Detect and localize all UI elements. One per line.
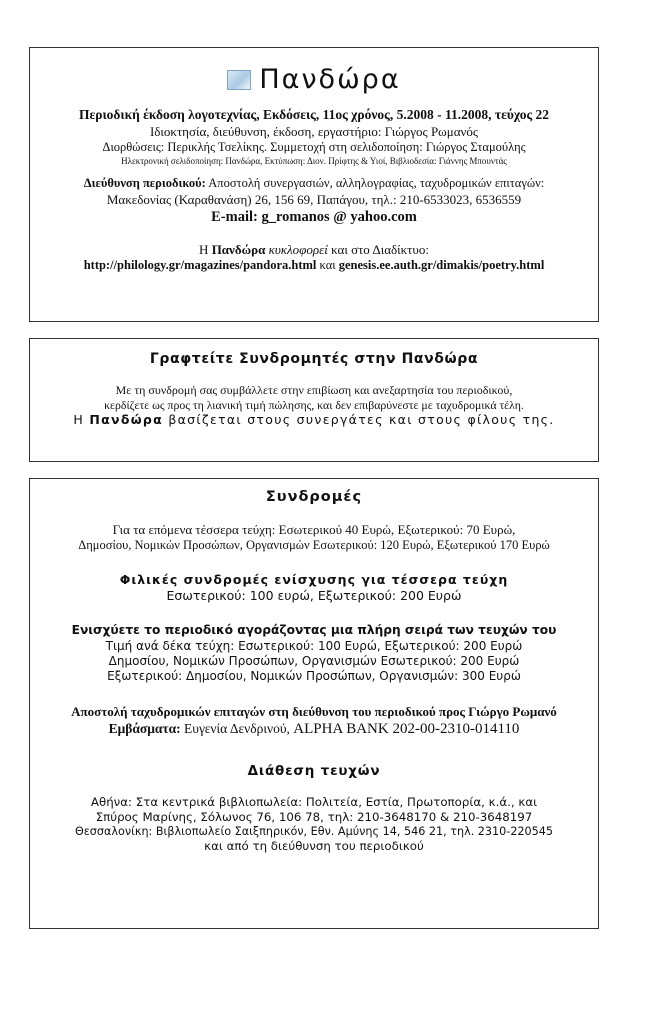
subscribe-heading: Γραφτείτε Συνδρομητές στην Πανδώρα (149, 351, 479, 367)
series-line-2: Δημοσίου, Νομικών Προσώπων, Οργανισμών Εσωτερικού: 200 Ευρώ (108, 653, 520, 668)
remittance-line (30, 720, 598, 739)
remittance-name: Ευγενία Δενδρινού, (180, 720, 294, 736)
distribution-heading: Διάθεση τευχών (247, 762, 381, 779)
internet-circulates: κυκλοφορεί (265, 242, 328, 257)
url-philology[interactable]: http://philology.gr/magazines/pandora.html (83, 258, 317, 273)
support-line: Εσωτερικού: 100 ευρώ, Εξωτερικού: 200 Ευρώ (166, 587, 462, 603)
subscriptions-line-2: Δημοσίου, Νομικών Προσώπων, Οργανισμών Εσωτερικού: 120 Ευρώ, Εξωτερικού 170 Ευρώ (78, 538, 550, 553)
pandora-logo-icon (227, 70, 251, 90)
magazine-title: Πανδώρα (259, 64, 401, 95)
masthead (30, 64, 598, 95)
series-line-3: Εξωτερικού: Δημοσίου, Νομικών Προσώπων, Οργανισμών: 300 Ευρώ (107, 668, 521, 683)
subscriptions-heading: Συνδρομές (265, 489, 363, 505)
distribution-line-2: Σπύρος Μαρίνης, Σόλωνος 76, 106 78, τηλ: 210-3648170 & 210-3648197 (95, 810, 533, 825)
subscribe-box (29, 338, 599, 462)
subscriptions-box (29, 478, 599, 929)
support-heading: Φιλικές συνδρομές ενίσχυσης για τέσσερα τεύχη (119, 572, 509, 587)
web-urls (30, 258, 598, 274)
address-text: Αποστολή συνεργασιών, αλληλογραφίας, ταχυδρομικών επιταγών: (205, 176, 545, 190)
internet-pre: Η (199, 242, 212, 257)
subscribe-pandora: Πανδώρα (89, 412, 164, 428)
publication-info: Περιοδική έκδοση λογοτεχνίας, Εκδόσεις, 11ος χρόνος, 5.2008 - 11.2008, τεύχος 22 (78, 107, 550, 122)
production-line: Ηλεκτρονική σελιδοποίηση: Πανδώρα, Εκτύπωση: Διον. Πρίφτης & Υιοί, Βιβλιοδεσία: Γιάννης Μπουντάς (121, 155, 507, 166)
url-and: και (316, 258, 339, 273)
subscribe-line-2: κερδίζετε ως προς τη λιανική τιμή πώλησης, και δεν επιβαρύνεστε με ταχυδρομικά τέλη. (104, 397, 524, 412)
subscribe-line-3 (30, 412, 598, 428)
distribution-line-3: Θεσσαλονίκη: Βιβλιοπωλείο Σαιξπηρικόν, Εθν. Αμύνης 14, 546 21, τηλ. 2310-220545 (74, 824, 554, 838)
distribution-line-1: Αθήνα: Στα κεντρικά βιβλιοπωλεία: Πολιτεία, Εστία, Πρωτοπορία, κ.ά., και (90, 795, 538, 810)
series-heading: Ενισχύετε το περιοδικό αγοράζοντας μια πλήρη σειρά των τευχών του (71, 623, 557, 638)
email: E-mail: g_romanos @ yahoo.com (211, 208, 417, 225)
ownership-line: Ιδιοκτησία, διεύθυνση, έκδοση, εργαστήριο: Γιώργος Ρωμανός (149, 123, 479, 139)
bank-account: ALPHA BANK 202-00-2310-014110 (293, 720, 520, 737)
subscribe-post: βασίζεται στους συνεργάτες και στους φίλους της. (163, 412, 555, 428)
internet-notice (30, 242, 598, 258)
address-label: Διεύθυνση περιοδικού: (83, 176, 206, 190)
corrections-line: Διορθώσεις: Περικλής Τσελίκης. Συμμετοχή στη σελιδοποίηση: Γιώργος Σταμούλης (102, 140, 526, 155)
postal-order-line: Αποστολή ταχυδρομικών επιταγών στη διεύθυνση του περιοδικού προς Γιώργο Ρωμανό (71, 703, 557, 719)
remittance-label: Εμβάσματα: (108, 720, 181, 736)
subscribe-line-1: Με τη συνδρομή σας συμβάλλετε στην επιβίωση και ανεξαρτησία του περιοδικού, (115, 382, 513, 397)
subscribe-pre: Η (73, 412, 90, 428)
internet-pandora: Πανδώρα (211, 242, 266, 257)
series-line-1: Τιμή ανά δέκα τεύχη: Εσωτερικού: 100 Ευρώ, Εξωτερικού: 200 Ευρώ (105, 638, 523, 653)
address-line-1 (30, 176, 598, 192)
subscriptions-line-1: Για τα επόμενα τέσσερα τεύχη: Εσωτερικού 40 Ευρώ, Εξωτερικού: 70 Ευρώ, (112, 522, 516, 538)
internet-post: και στο Διαδίκτυο: (327, 242, 429, 257)
distribution-line-4: και από τη διεύθυνση του περιοδικού (204, 838, 424, 853)
url-genesis[interactable]: genesis.ee.auth.gr/dimakis/poetry.html (338, 258, 545, 273)
address-line-2: Μακεδονίας (Καραθανάση) 26, 156 69, Παπάγου, τηλ.: 210-6533023, 6536559 (106, 191, 522, 207)
colophon-box (29, 47, 599, 322)
